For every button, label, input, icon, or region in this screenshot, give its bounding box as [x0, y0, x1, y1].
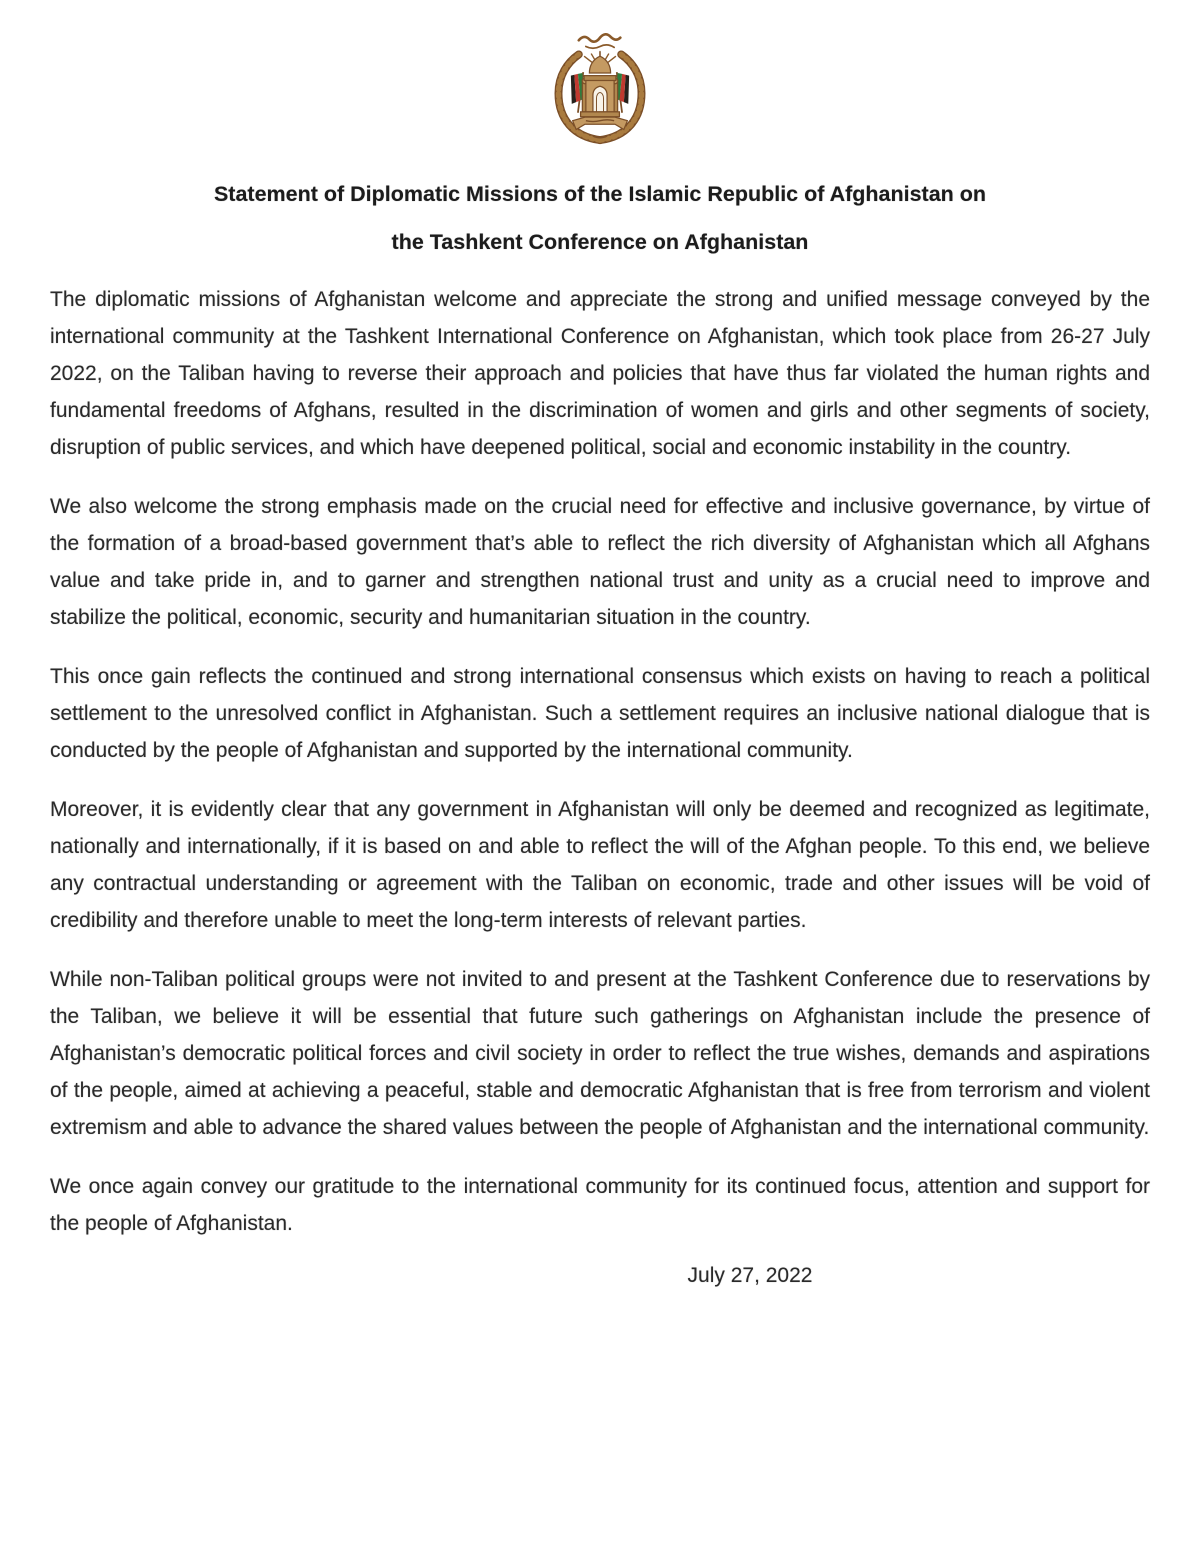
afghanistan-national-emblem-icon [547, 28, 653, 148]
emblem-container [50, 28, 1150, 148]
title-line-1: Statement of Diplomatic Missions of the Islamic Republic of Afghanistan on [213, 182, 987, 206]
document-body [50, 281, 1150, 1288]
title-line-2: the Tashkent Conference on Afghanistan [391, 230, 809, 254]
document-date: July 27, 2022 [687, 1264, 813, 1287]
paragraph-6: We once again convey our gratitude to the international community for its continued focus, attention and support for the people of Afghanistan. [50, 1175, 1150, 1235]
paragraph-4: Moreover, it is evidently clear that any government in Afghanistan will only be deemed and recognized as legitimate, nationally and internationally, if it is based on and able to reflect the will of the Afghan people. To this end, we believe any contractual understanding or agreement with the Taliban on economic, trade and other issues will be void of credibility and therefore unable to meet the long-term interests of relevant parties. [50, 798, 1150, 932]
paragraph-2: We also welcome the strong emphasis made on the crucial need for effective and inclusive governance, by virtue of the formation of a broad-based government that’s able to reflect the rich diversity of Afghanistan which all Afghans value and take pride in, and to garner and strengthen national trust and unity as a crucial need to improve and stabilize the political, economic, security and humanitarian situation in the country. [50, 495, 1150, 629]
paragraph-3: This once gain reflects the continued and strong international consensus which exists on having to reach a political settlement to the unresolved conflict in Afghanistan. Such a settlement requires an inclusive national dialogue that is conducted by the people of Afghanistan and supported by the international community. [50, 665, 1150, 762]
paragraph-5: While non-Taliban political groups were not invited to and present at the Tashkent Conference due to reservations by the Taliban, we believe it will be essential that future such gatherings on Afghanistan include the presence of Afghanistan’s democratic political forces and civil society in order to reflect the true wishes, demands and aspirations of the people, aimed at achieving a peaceful, stable and democratic Afghanistan that is free from terrorism and violent extremism and able to advance the shared values between the people of Afghanistan and the international community. [50, 968, 1150, 1139]
paragraph-1: The diplomatic missions of Afghanistan welcome and appreciate the strong and unified message conveyed by the international community at the Tashkent International Conference on Afghanistan, which took place from 26-27 July 2022, on the Taliban having to reverse their approach and policies that have thus far violated the human rights and fundamental freedoms of Afghans, resulted in the discrimination of women and girls and other segments of society, disruption of public services, and which have deepened political, social and economic instability in the country. [50, 288, 1150, 459]
document-title [50, 182, 1150, 255]
